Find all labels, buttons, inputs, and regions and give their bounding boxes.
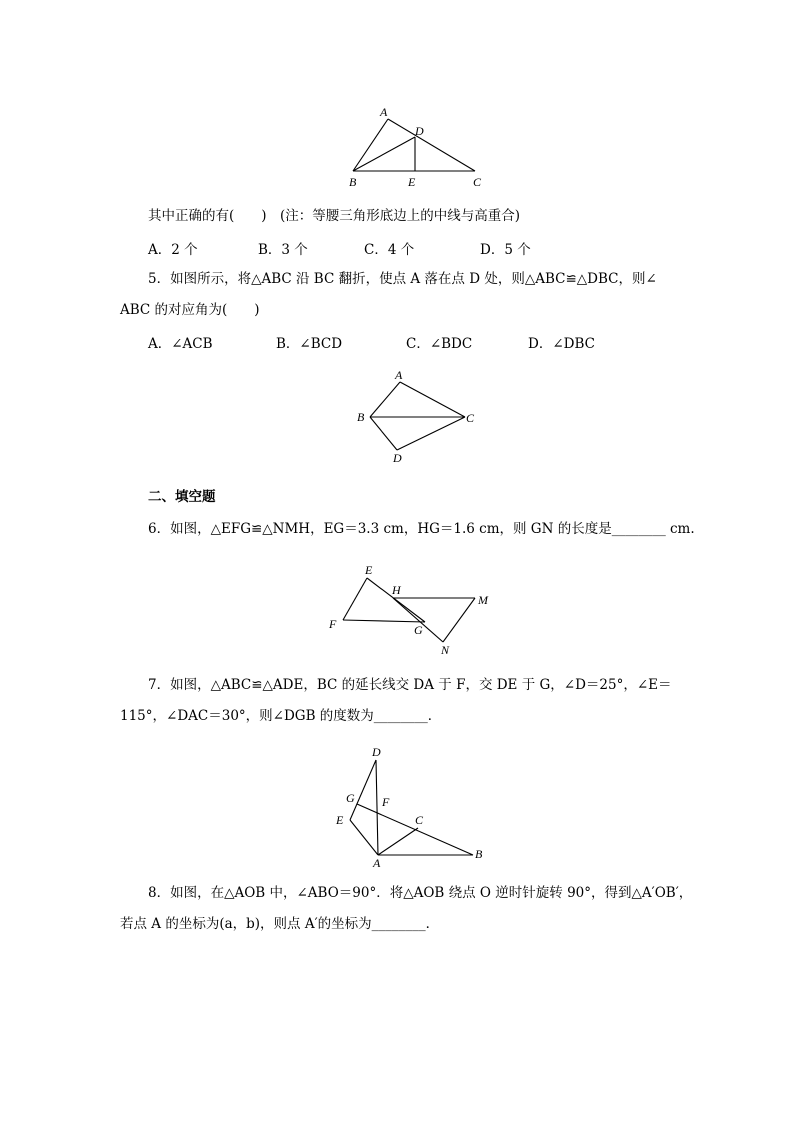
q4-option-a: A．2 个 — [148, 242, 198, 258]
q8-line1: 8．如图，在△AOB 中，∠ABO＝90°．将△AOB 绕点 O 逆时针旋转 90°，得到△A′OB′， — [148, 885, 693, 901]
q7-label-e: E — [336, 813, 344, 827]
q5-line2: ABC 的对应角为( ) — [120, 302, 260, 318]
q4-stem: 其中正确的有( ) (注：等腰三角形底边上的中线与高重合) — [148, 208, 521, 224]
q4-label-e: E — [408, 175, 416, 189]
q6-label-h: H — [392, 583, 401, 597]
q7-label-d: D — [372, 745, 381, 759]
q7-label-c: C — [415, 813, 424, 827]
q6-figure — [325, 560, 495, 658]
q6-label-f: F — [329, 617, 337, 631]
q6-label-n: N — [441, 643, 450, 657]
q6-label-e: E — [365, 563, 373, 577]
q4-option-c: C．4 个 — [364, 242, 415, 258]
section-title: 二、填空题 — [148, 489, 216, 505]
q5-option-c: C．∠BDC — [406, 336, 473, 352]
q5-label-d: D — [393, 451, 402, 465]
q4-label-a: A — [380, 105, 388, 119]
q4-option-d: D．5 个 — [480, 242, 531, 258]
q7-label-g: G — [346, 791, 355, 805]
q4-figure — [340, 104, 490, 190]
q7-line2: 115°，∠DAC＝30°，则∠DGB 的度数为________． — [120, 708, 442, 724]
q5-label-a: A — [395, 368, 403, 382]
q7-figure — [330, 740, 490, 870]
q4-option-b: B．3 个 — [258, 242, 308, 258]
q5-label-c: C — [466, 411, 475, 425]
q5-line1: 5．如图所示，将△ABC 沿 BC 翻折，使点 A 落在点 D 处，则△ABC≌△DBC，则∠ — [148, 271, 657, 287]
q5-option-a: A．∠ACB — [148, 336, 213, 352]
q7-label-a: A — [373, 856, 381, 870]
q5-option-d: D．∠DBC — [528, 336, 595, 352]
q7-label-f: F — [382, 795, 390, 809]
q4-label-b: B — [349, 175, 357, 189]
q4-label-d: D — [415, 124, 424, 138]
q7-label-b: B — [475, 847, 483, 861]
q6-label-g: G — [414, 623, 423, 637]
q8-line2: 若点 A 的坐标为(a，b)，则点 A′的坐标为________． — [120, 916, 440, 932]
q4-label-c: C — [473, 175, 482, 189]
q6-line1: 6．如图，△EFG≌△NMH，EG＝3.3 cm，HG＝1.6 cm，则 GN 的长度是________ cm. — [148, 521, 695, 537]
q6-label-m: M — [478, 593, 488, 607]
q5-label-b: B — [357, 410, 365, 424]
q5-figure — [350, 366, 480, 466]
q5-option-b: B．∠BCD — [276, 336, 343, 352]
q7-line1: 7．如图，△ABC≌△ADE，BC 的延长线交 DA 于 F，交 DE 于 G，∠D＝25°，∠E＝ — [148, 677, 672, 693]
